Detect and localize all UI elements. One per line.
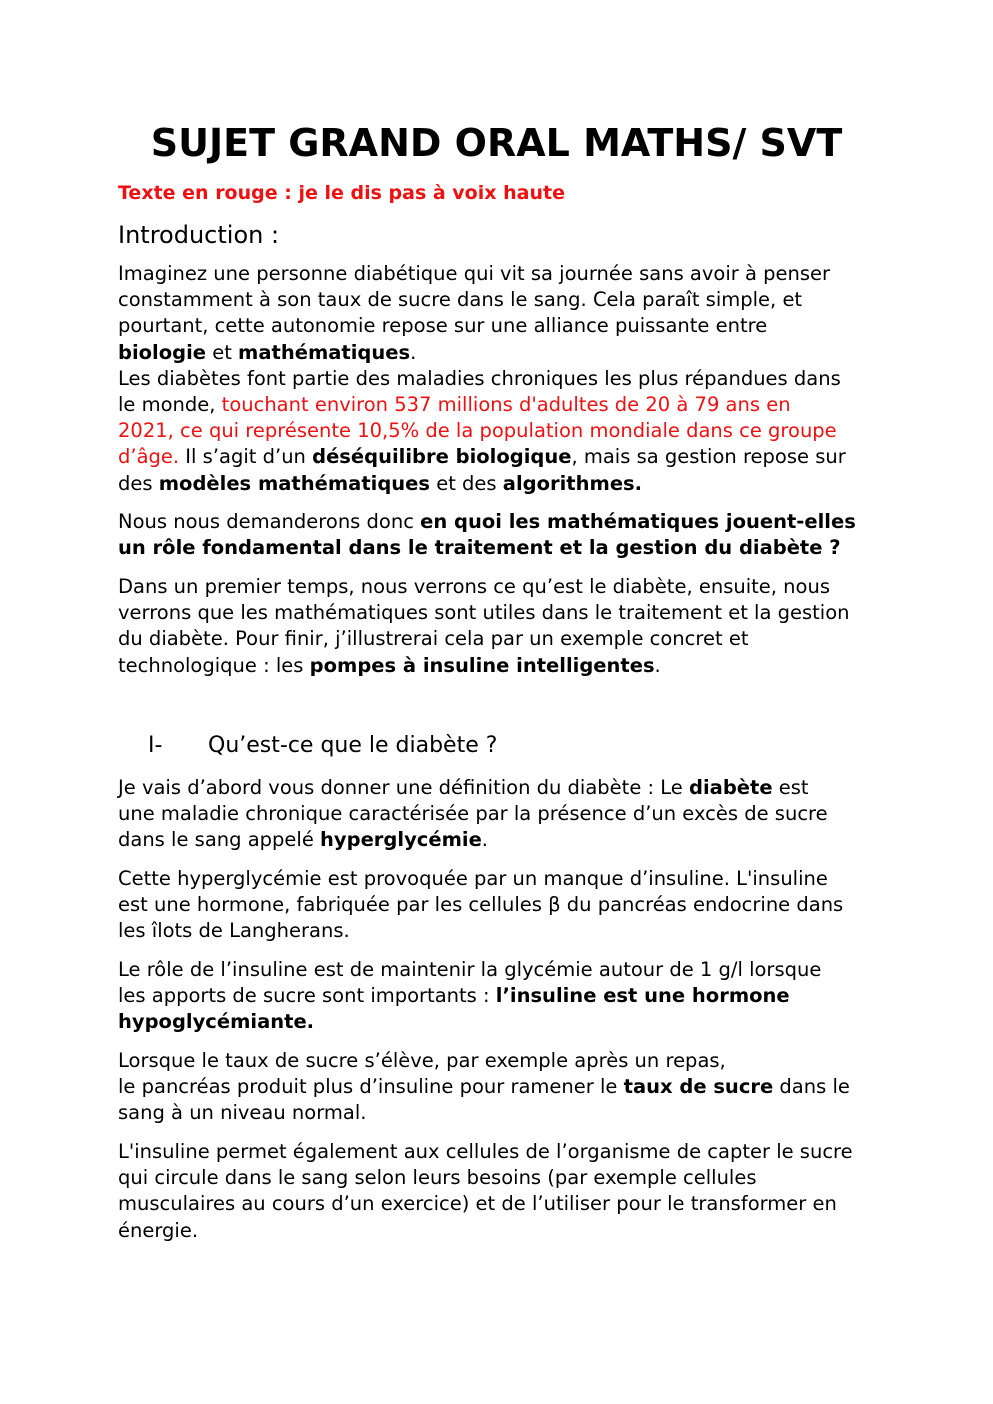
problematic-paragraph: Nous nous demanderons donc en quoi les mathématiques jouent-elles un rôle fondamental dans le traitement et la gestion du diabète ? bbox=[118, 510, 856, 560]
insulin-role-paragraph: Le rôle de l’insuline est de maintenir la glycémie autour de 1 g/l lorsque les apports de sucre sont importants : l’insuline est une hormone hypoglycémiante. bbox=[118, 958, 822, 1034]
insulin-paragraph: Cette hyperglycémie est provoquée par un manque d’insuline. L'insuline est une hormone, fabriquée par les cellules β du pancréas endocrine dans les îlots de Langherans. bbox=[118, 867, 844, 943]
sugar-level-paragraph: Lorsque le taux de sucre s’élève, par exemple après un repas, le pancréas produit plus d’insuline pour ramener le taux de sucre dans le sang à un niveau normal. bbox=[118, 1049, 850, 1125]
introduction-heading: Introduction : bbox=[118, 221, 280, 249]
section-1-heading bbox=[148, 731, 497, 761]
cell-uptake-paragraph: L'insuline permet également aux cellules de l’organisme de capter le sucre qui circule dans le sang selon leurs besoins (par exemple cellules musculaires au cours d’un exercice) et de l’utiliser pour le transformer en énergie. bbox=[118, 1140, 853, 1242]
red-statistic-text: touchant environ 537 millions d'adultes de 20 à 79 ans en bbox=[221, 393, 791, 417]
red-text-note: Texte en rouge : je le dis pas à voix haute bbox=[118, 182, 565, 204]
document-title: SUJET GRAND ORAL MATHS/ SVT bbox=[150, 121, 843, 165]
intro-paragraph-1: Imaginez une personne diabétique qui vit sa journée sans avoir à penser constamment à son taux de sucre dans le sang. Cela paraît simple, et pourtant, cette autonomie repose sur une alliance puissante entre biologie et mathématiques. Les diabètes font partie des maladies chroniques les plus répandues dans le monde, touchant environ 537 millions d'adultes de 20 à 79 ans en 2021, ce qui représente 10,5% de la population mondiale dans ce groupe d’âge. Il s’agit d’un déséquilibre biologique, mais sa gestion repose sur des modèles mathématiques et des algorithmes. bbox=[118, 262, 846, 495]
section-number: I- bbox=[148, 733, 163, 758]
section-title: Qu’est-ce que le diabète ? bbox=[208, 733, 498, 758]
plan-paragraph: Dans un premier temps, nous verrons ce qu’est le diabète, ensuite, nous verrons que les mathématiques sont utiles dans le traitement et la gestion du diabète. Pour finir, j’illustrerai cela par un exemple concret et technologique : les pompes à insuline intelligentes. bbox=[118, 575, 850, 677]
definition-paragraph: Je vais d’abord vous donner une définition du diabète : Le diabète est une maladie chronique caractérisée par la présence d’un excès de sucre dans le sang appelé hyperglycémie. bbox=[118, 776, 828, 852]
